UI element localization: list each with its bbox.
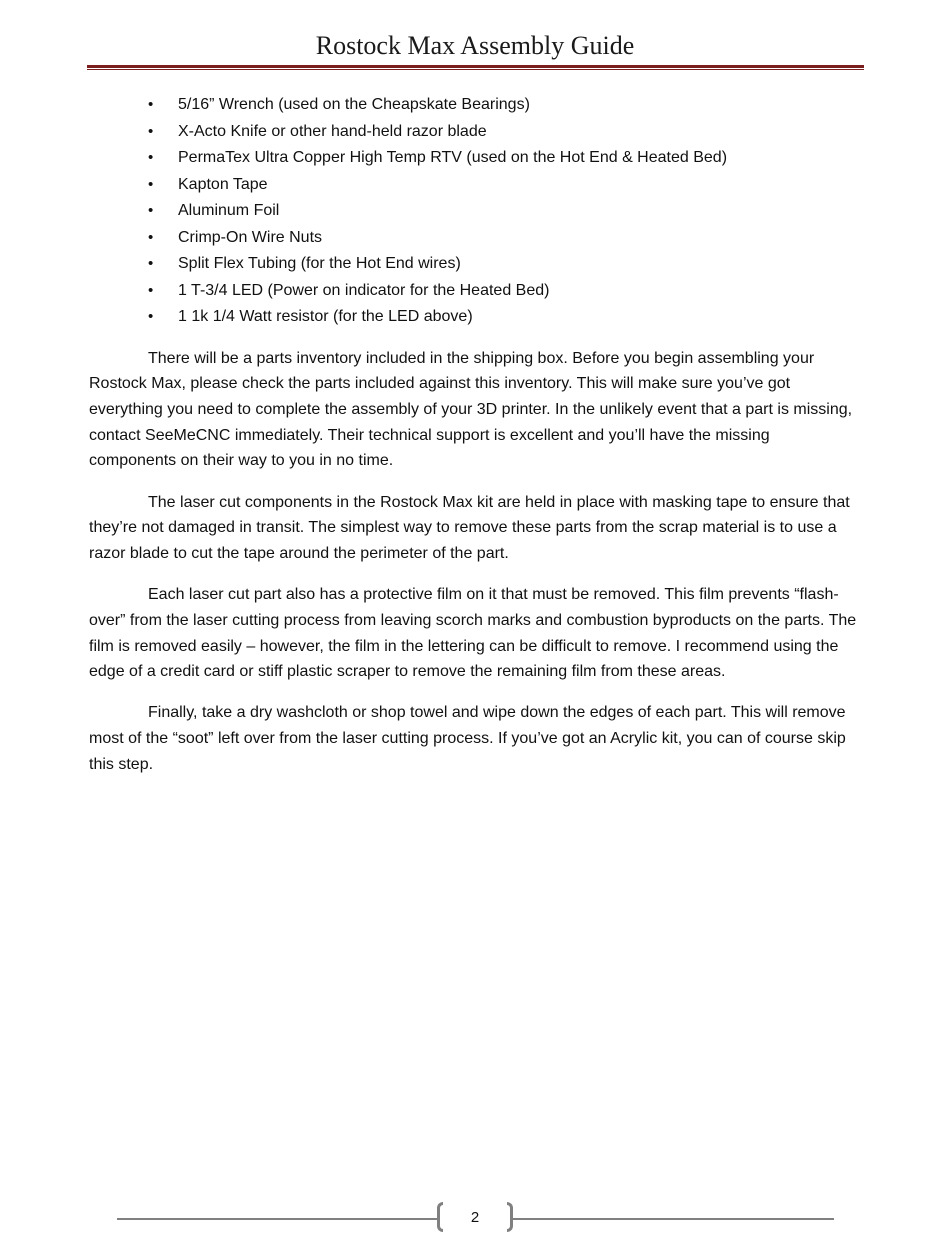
- bullet-icon: •: [148, 96, 154, 113]
- bullet-icon: •: [148, 149, 154, 166]
- header-rule: [87, 65, 864, 68]
- list-item-text: Kapton Tape: [178, 175, 268, 193]
- paragraph-masking-tape: The laser cut components in the Rostock Max kit are held in place with masking tape to ensure that they’re not damaged in transit. The simplest way to remove these parts from the scrap material is to use a razor blade to cut the tape around the perimeter of the part.: [89, 493, 850, 562]
- bullet-icon: •: [148, 255, 154, 272]
- page-number: 2: [470, 1209, 480, 1226]
- bullet-icon: •: [148, 202, 154, 219]
- list-item-text: 1 1k 1/4 Watt resistor (for the LED above): [178, 308, 473, 325]
- list-item: [89, 225, 857, 252]
- right-bracket-icon: [507, 1202, 513, 1232]
- paragraph-wipe-down: Finally, take a dry washcloth or shop towel and wipe down the edges of each part. This will remove most of the “soot” left over from the laser cutting process. If you’ve got an Acrylic kit, you can of course skip this step.: [89, 704, 846, 773]
- list-item: [89, 92, 857, 119]
- list-item-text: Split Flex Tubing (for the Hot End wires): [178, 255, 461, 272]
- paragraph-protective-film: Each laser cut part also has a protective film on it that must be removed. This film prevents “flash-over” from the laser cutting process from leaving scorch marks and combustion byproducts on the parts. The film is removed easily – however, the film in the lettering can be difficult to remove. I recommend using the edge of a credit card or stiff plastic scraper to remove the remaining film from these areas.: [89, 586, 857, 681]
- bullet-icon: •: [148, 175, 154, 193]
- bullet-icon: •: [148, 122, 154, 140]
- list-item-text: 5/16” Wrench (used on the Cheapskate Bearings): [178, 96, 530, 113]
- footer-rule-left: [117, 1218, 437, 1220]
- bullet-icon: •: [148, 281, 154, 299]
- list-item: [89, 172, 857, 199]
- list-item: [89, 145, 857, 172]
- list-item: [89, 119, 857, 146]
- list-item-text: Aluminum Foil: [178, 202, 280, 219]
- left-bracket-icon: [437, 1202, 443, 1232]
- list-item: [89, 251, 857, 278]
- tools-list: [89, 92, 857, 331]
- bullet-icon: •: [148, 308, 154, 325]
- list-item: [89, 198, 857, 225]
- document-body: [89, 92, 857, 778]
- paragraph-parts-inventory: There will be a parts inventory included in the shipping box. Before you begin assembling your Rostock Max, please check the parts included against this inventory. This will make sure you’ve got everything you need to complete the assembly of your 3D printer. In the unlikely event that a part is missing, contact SeeMeCNC immediately. Their technical support is excellent and you’ll have the missing components on their way to you in no time.: [89, 349, 853, 470]
- list-item-text: Crimp-On Wire Nuts: [178, 228, 323, 246]
- list-item-text: 1 T-3/4 LED (Power on indicator for the Heated Bed): [178, 281, 550, 299]
- list-item: [89, 278, 857, 305]
- page-title: Rostock Max Assembly Guide: [315, 31, 635, 60]
- list-item-text: X-Acto Knife or other hand-held razor blade: [178, 122, 487, 140]
- list-item: [89, 304, 857, 331]
- footer-rule-right: [513, 1218, 834, 1220]
- header-rule-thin: [87, 69, 864, 70]
- bullet-icon: •: [148, 228, 154, 246]
- list-item-text: PermaTex Ultra Copper High Temp RTV (used on the Hot End & Heated Bed): [178, 149, 728, 166]
